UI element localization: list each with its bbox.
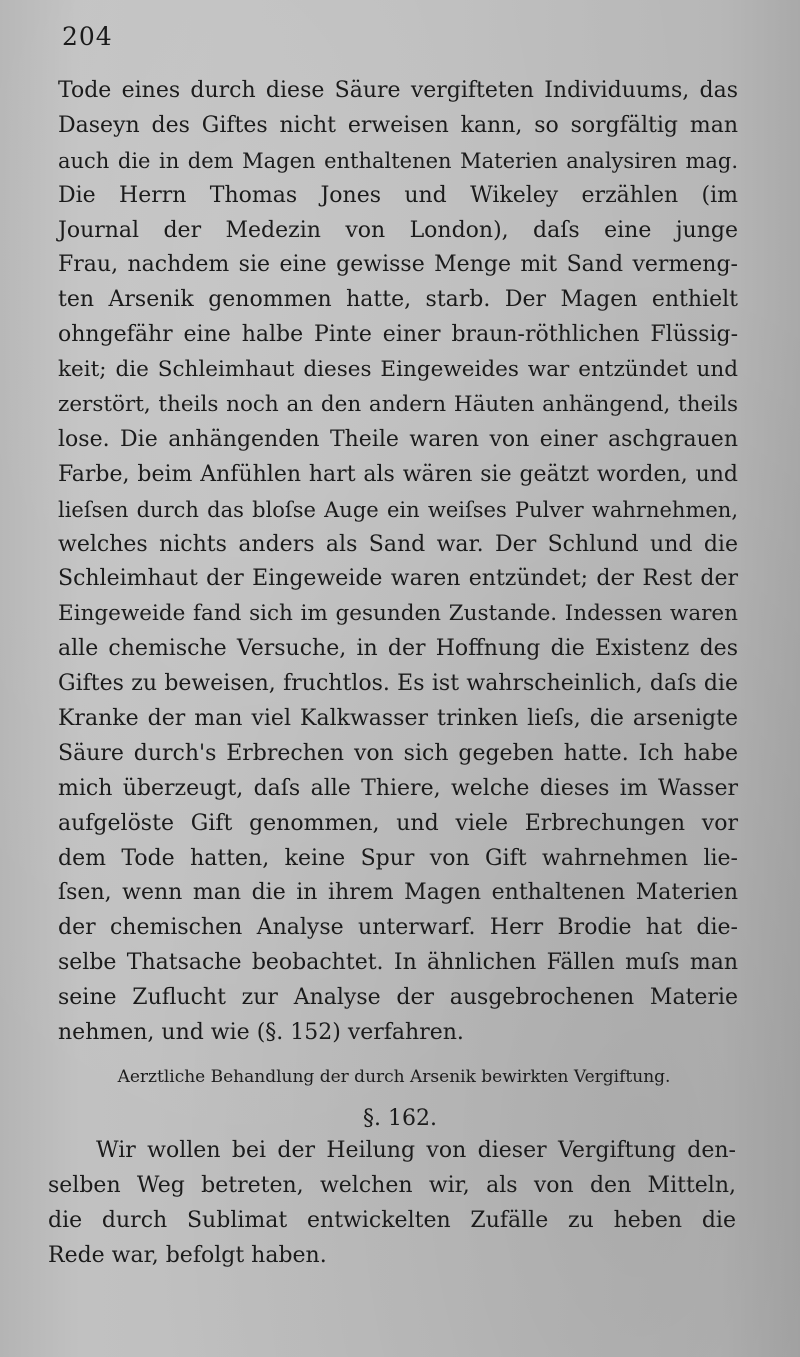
text-line: Die Herrn Thomas Jones und Wikeley erzählen (im [58, 182, 738, 208]
section-number: §. 162. [363, 1106, 437, 1131]
text-line: Schleimhaut der Eingeweide waren entzündet; der Rest der [58, 566, 738, 592]
text-line: der chemischen Analyse unterwarf. Herr Brodie hat die- [58, 915, 738, 941]
text-line: lose. Die anhängenden Theile waren von einer aschgrauen [58, 426, 738, 452]
text-line: keit; die Schleimhaut dieses Eingeweides war entzündet und [58, 357, 738, 383]
text-line: welches nichts anders als Sand war. Der Schlund und die [58, 531, 738, 557]
text-line: Säure durch's Erbrechen von sich gegeben hatte. Ich habe [58, 740, 738, 766]
text-line: selben Weg betreten, welchen wir, als von den Mitteln, [48, 1172, 736, 1198]
text-line: seine Zuflucht zur Analyse der ausgebrochenen Materie [58, 985, 738, 1011]
text-line: Journal der Medezin von London), daſs eine junge [58, 217, 738, 243]
text-line: dem Tode hatten, keine Spur von Gift wahrnehmen lie- [58, 845, 738, 871]
text-line: nehmen, und wie (§. 152) verfahren. [58, 1020, 464, 1046]
text-line: ten Arsenik genommen hatte, starb. Der Magen enthielt [58, 287, 738, 313]
text-line: Rede war, befolgt haben. [48, 1242, 327, 1268]
paragraph-2 [48, 1134, 736, 1274]
text-line: Tode eines durch diese Säure vergifteten Individuums, das [58, 78, 738, 103]
page-number: 204 [62, 22, 113, 51]
text-line: lieſsen durch das bloſse Auge ein weiſses Pulver wahrnehmen, [58, 497, 738, 522]
text-line: alle chemische Versuche, in der Hoffnung die Existenz des [58, 636, 738, 662]
text-line: Kranke der man viel Kalkwasser trinken lieſs, die arsenigte [58, 706, 738, 732]
text-line: Wir wollen bei der Heilung von dieser Vergiftung den- [96, 1138, 736, 1163]
text-line: zerstört, theils noch an den andern Häuten anhängend, theils [58, 392, 738, 418]
text-line: Farbe, beim Anfühlen hart als wären sie geätzt worden, und [58, 461, 738, 487]
text-line: Eingeweide fand sich im gesunden Zustande. Indessen waren [58, 601, 738, 627]
text-line: Daseyn des Giftes nicht erweisen kann, so sorgfältig man [58, 112, 738, 138]
paragraph-1 [58, 74, 738, 1051]
text-line: Giftes zu beweisen, fruchtlos. Es ist wahrscheinlich, daſs die [58, 671, 738, 697]
text-line: Frau, nachdem sie eine gewisse Menge mit Sand vermeng- [58, 252, 738, 278]
text-line: mich überzeugt, daſs alle Thiere, welche dieses im Wasser [58, 775, 738, 801]
text-line: ſsen, wenn man die in ihrem Magen enthaltenen Materien [58, 880, 738, 906]
section-heading: Aerztliche Behandlung der durch Arsenik bewirkten Vergiftung. [117, 1067, 671, 1087]
text-line: ohngefähr eine halbe Pinte einer braun-röthlichen Flüssig- [58, 322, 738, 348]
text-line: selbe Thatsache beobachtet. In ähnlichen Fällen muſs man [58, 950, 738, 976]
text-line: die durch Sublimat entwickelten Zufälle zu heben die [48, 1207, 736, 1233]
text-line: auch die in dem Magen enthaltenen Materien analysiren mag. [58, 148, 738, 173]
text-line: aufgelöste Gift genommen, und viele Erbrechungen vor [58, 810, 738, 836]
